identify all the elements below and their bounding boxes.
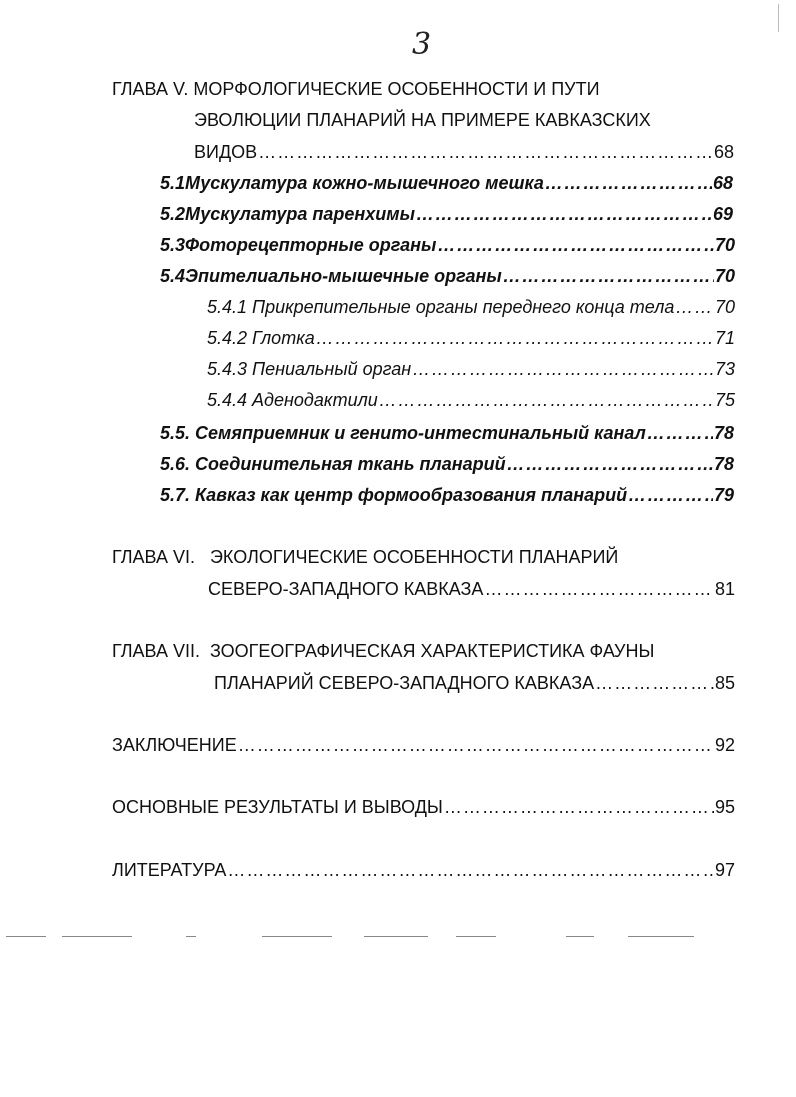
chapter-7-title-line1: ГЛАВА VII. ЗООГЕОГРАФИЧЕСКАЯ ХАРАКТЕРИСТИКА ФАУНЫ: [112, 641, 655, 661]
toc-entry-literature: [112, 859, 735, 881]
section-page: 70: [714, 266, 735, 286]
subsection-title: 5.4.1 Прикрепительные органы переднего конца тела: [207, 297, 675, 317]
section-number: 5.4: [160, 266, 186, 286]
section-title: Мускулатура кожно-мышечного мешка: [185, 173, 544, 193]
dot-leader: [628, 484, 713, 506]
section-page: 78: [713, 454, 734, 474]
dot-leader: [444, 796, 714, 818]
subsection-page: 70: [714, 297, 735, 317]
dot-leader: [437, 234, 714, 256]
toc-entry-5-5: [160, 422, 734, 444]
scan-artifact: [186, 936, 196, 937]
subsection-title: 5.4.2 Глотка: [207, 328, 315, 348]
chapter-7-title-text: ПЛАНАРИЙ СЕВЕРО-ЗАПАДНОГО КАВКАЗА: [214, 673, 595, 693]
scan-artifact: [62, 936, 132, 937]
section-page: 70: [714, 235, 735, 255]
toc-entry-5-7: [160, 484, 734, 506]
toc-entry-5-6: [160, 453, 734, 475]
dot-leader: [503, 265, 714, 287]
section-page: 68: [712, 173, 733, 193]
dot-leader: [412, 358, 714, 380]
page-number: 3: [412, 27, 432, 62]
toc-entry-5-4-1: [207, 296, 735, 318]
chapter-7-title-line2: [214, 672, 735, 694]
dot-leader: [595, 672, 714, 694]
chapter-5-title-line1: ГЛАВА V. МОРФОЛОГИЧЕСКИЕ ОСОБЕННОСТИ И ПУТИ: [112, 79, 600, 99]
chapter-6-page: 81: [714, 579, 735, 599]
toc-entry-results: [112, 796, 735, 818]
dot-leader: [227, 859, 714, 881]
dot-leader: [507, 453, 713, 475]
subsection-page: 75: [714, 390, 735, 410]
scan-edge-mark: [778, 4, 779, 32]
section-page: 79: [713, 485, 734, 505]
chapter-6-title-line1: ГЛАВА VI. ЭКОЛОГИЧЕСКИЕ ОСОБЕННОСТИ ПЛАНАРИЙ: [112, 547, 619, 567]
toc-entry-5-1: [160, 172, 733, 194]
scan-artifact: [456, 936, 496, 937]
toc-entry-5-2: [160, 203, 733, 225]
chapter-6-title-line2: [208, 578, 735, 600]
section-page: 69: [712, 204, 733, 224]
subsection-page: 71: [714, 328, 735, 348]
dot-leader: [316, 327, 714, 349]
toc-entry-5-4-4: [207, 389, 735, 411]
toc-entry-5-3: [160, 234, 735, 256]
section-number: 5.1: [160, 173, 186, 193]
chapter-5-page: 68: [713, 142, 734, 162]
dot-leader: [258, 141, 713, 163]
dot-leader: [647, 422, 713, 444]
dot-leader: [545, 172, 712, 194]
scan-artifact: [6, 936, 46, 937]
chapter-5-title-line3: [194, 141, 734, 163]
conclusion-page: 92: [714, 735, 735, 755]
subsection-title: 5.4.4 Аденодактили: [207, 390, 378, 410]
section-page: 78: [713, 423, 734, 443]
section-title: Эпителиально-мышечные органы: [185, 266, 502, 286]
toc-entry-conclusion: [112, 734, 735, 756]
section-title: Мускулатура паренхимы: [185, 204, 415, 224]
chapter-5-title-text: ВИДОВ: [194, 142, 258, 162]
scan-artifact: [364, 936, 428, 937]
subsection-page: 73: [714, 359, 735, 379]
section-number: 5.3: [160, 235, 186, 255]
toc-entry-5-4-2: [207, 327, 735, 349]
results-title: ОСНОВНЫЕ РЕЗУЛЬТАТЫ И ВЫВОДЫ: [112, 797, 443, 817]
chapter-5-title-line2: ЭВОЛЮЦИИ ПЛАНАРИЙ НА ПРИМЕРЕ КАВКАЗСКИХ: [194, 110, 651, 130]
scan-artifact: [262, 936, 332, 937]
toc-entry-5-4: [160, 265, 735, 287]
literature-page: 97: [714, 860, 735, 880]
dot-leader: [675, 296, 714, 318]
dot-leader: [416, 203, 712, 225]
section-title: Фоторецепторные органы: [185, 235, 437, 255]
dot-leader: [484, 578, 714, 600]
section-number: 5.2: [160, 204, 186, 224]
literature-title: ЛИТЕРАТУРА: [112, 860, 227, 880]
dot-leader: [238, 734, 714, 756]
scan-artifact: [566, 936, 594, 937]
dot-leader: [379, 389, 714, 411]
section-title: 5.7. Кавказ как центр формообразования планарий: [160, 485, 628, 505]
section-title: 5.6. Соединительная ткань планарий: [160, 454, 506, 474]
toc-entry-5-4-3: [207, 358, 735, 380]
results-page: 95: [714, 797, 735, 817]
chapter-6-title-text: СЕВЕРО-ЗАПАДНОГО КАВКАЗА: [208, 579, 484, 599]
subsection-title: 5.4.3 Пениальный орган: [207, 359, 412, 379]
scan-artifact: [628, 936, 694, 937]
section-title: 5.5. Семяприемник и генито-интестинальный канал: [160, 423, 646, 443]
conclusion-title: ЗАКЛЮЧЕНИЕ: [112, 735, 237, 755]
chapter-7-page: 85: [714, 673, 735, 693]
